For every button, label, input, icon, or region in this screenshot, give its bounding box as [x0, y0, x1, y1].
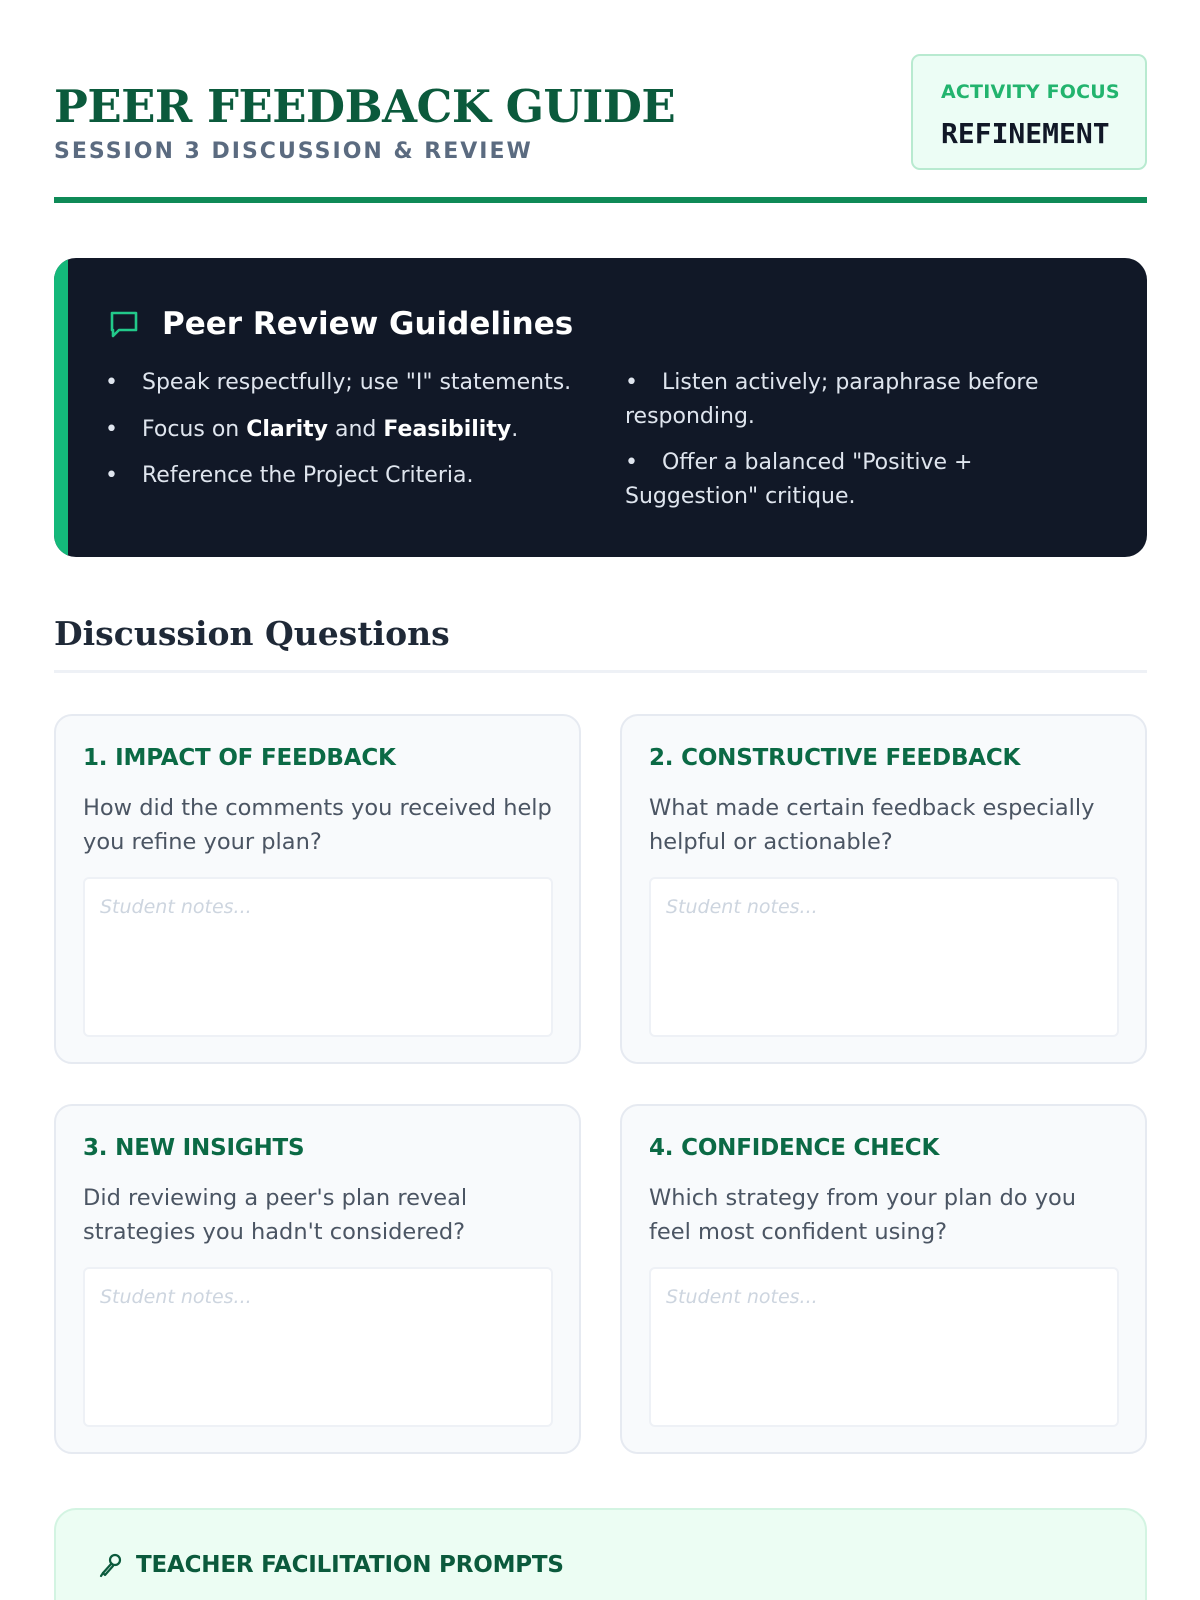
question-text: What made certain feedback especially helpful or actionable?	[649, 795, 1095, 855]
question-title: 1. IMPACT OF FEEDBACK	[83, 745, 396, 771]
guidelines-title: Peer Review Guidelines	[162, 306, 574, 342]
teacher-prompts-title: TEACHER FACILITATION PROMPTS	[136, 1552, 564, 1578]
notes-placeholder: Student notes...	[100, 1286, 252, 1308]
page-title: PEER FEEDBACK GUIDE	[54, 80, 676, 133]
question-title: 2. CONSTRUCTIVE FEEDBACK	[649, 745, 1021, 771]
question-text: Did reviewing a peer's plan reveal strategies you hadn't considered?	[83, 1185, 468, 1245]
teacher-prompts-header	[98, 1552, 564, 1578]
question-title: 3. NEW INSIGHTS	[83, 1135, 305, 1161]
header	[54, 0, 1147, 204]
discussion-section-title: Discussion Questions	[54, 614, 450, 653]
question-card-2	[620, 714, 1147, 1064]
speech-bubble-icon	[108, 308, 140, 340]
page-subtitle: SESSION 3 DISCUSSION & REVIEW	[54, 139, 533, 164]
guidelines-header	[108, 306, 573, 342]
guidelines-list-right	[625, 366, 1095, 526]
question-card-4	[620, 1104, 1147, 1454]
activity-focus-badge	[911, 54, 1147, 170]
guidelines-list-left	[105, 366, 575, 506]
guidelines-card	[54, 258, 1147, 557]
notes-placeholder: Student notes...	[666, 1286, 818, 1308]
guideline-item: • Reference the Project Criteria.	[105, 459, 575, 493]
guideline-emphasis-feasibility: Feasibility	[383, 416, 512, 442]
notes-placeholder: Student notes...	[666, 896, 818, 918]
guideline-item: • Focus on Clarity and Feasibility.	[105, 413, 575, 447]
question-text: Which strategy from your plan do you feel most confident using?	[649, 1185, 1077, 1245]
guideline-item: • Offer a balanced "Positive + Suggestion" critique.	[625, 446, 1095, 513]
student-notes-field[interactable]	[83, 1267, 553, 1427]
student-notes-field[interactable]	[649, 1267, 1119, 1427]
question-text: How did the comments you received help you refine your plan?	[83, 795, 552, 855]
activity-focus-value: REFINEMENT	[941, 117, 1110, 150]
guideline-item: • Listen actively; paraphrase before responding.	[625, 366, 1095, 433]
student-notes-field[interactable]	[649, 877, 1119, 1037]
teacher-prompts-card	[54, 1508, 1147, 1600]
student-notes-field[interactable]	[83, 877, 553, 1037]
notes-placeholder: Student notes...	[100, 896, 252, 918]
microphone-icon	[98, 1552, 124, 1578]
question-card-3	[54, 1104, 581, 1454]
page	[54, 0, 1147, 1578]
guidelines-accent-bar	[54, 258, 68, 557]
header-divider	[54, 197, 1147, 203]
section-divider	[54, 670, 1147, 673]
guideline-emphasis-clarity: Clarity	[246, 416, 329, 442]
activity-focus-label: ACTIVITY FOCUS	[941, 81, 1120, 103]
question-card-1	[54, 714, 581, 1064]
guideline-item: • Speak respectfully; use "I" statements.	[105, 366, 575, 400]
question-title: 4. CONFIDENCE CHECK	[649, 1135, 940, 1161]
